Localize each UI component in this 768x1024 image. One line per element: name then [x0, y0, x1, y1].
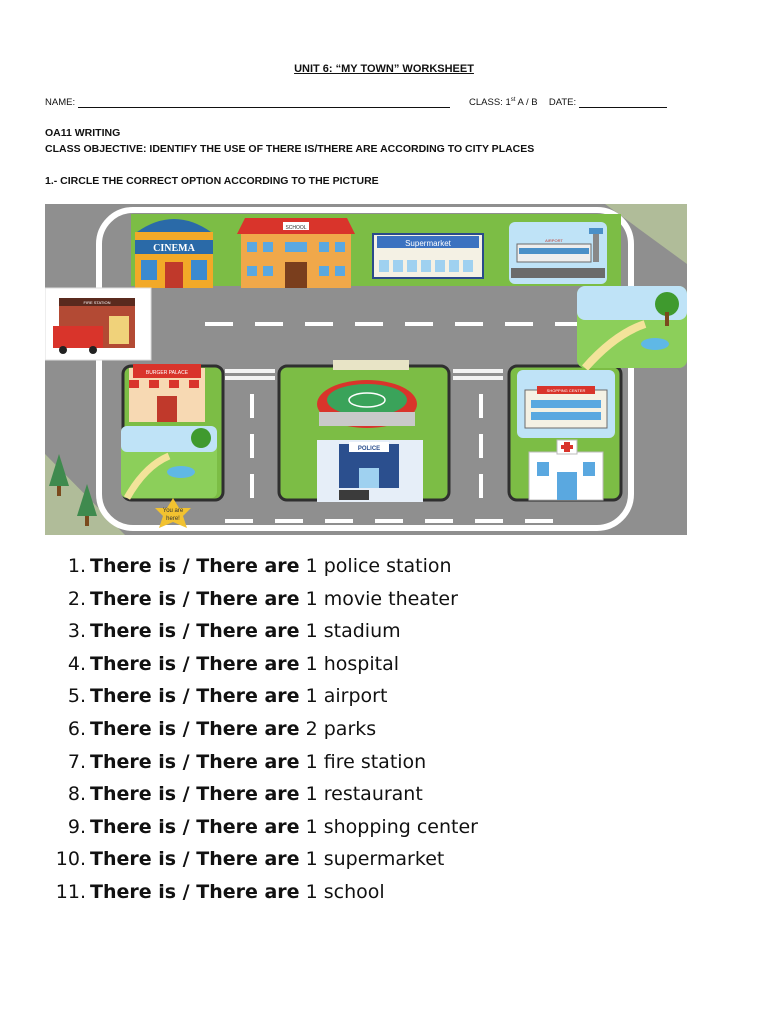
- name-blank[interactable]: [78, 97, 450, 108]
- question-place: 1 fire station: [305, 750, 427, 773]
- answer-options[interactable]: There is / There are: [90, 815, 300, 838]
- fire-station-building: [45, 288, 151, 360]
- answer-options[interactable]: There is / There are: [90, 620, 300, 643]
- you-are-here-text-1: You are: [162, 508, 184, 514]
- question-number: 1.: [67, 555, 86, 577]
- question-number: 5.: [67, 685, 86, 708]
- answer-options[interactable]: There is / There are: [90, 652, 300, 675]
- question-number: 2.: [67, 587, 86, 610]
- shopping-center-sign: SHOPPING CENTER: [546, 388, 586, 393]
- class-label: CLASS: 1: [469, 97, 511, 109]
- question-place: 2 parks: [305, 717, 377, 740]
- class-groups: A / B: [517, 97, 538, 109]
- date-label: DATE:: [548, 97, 577, 109]
- answer-options[interactable]: There is / There are: [90, 717, 300, 740]
- park-left: [121, 426, 217, 498]
- park-right: [577, 286, 687, 368]
- question-place: 1 restaurant: [305, 783, 423, 806]
- cinema-building: [135, 219, 213, 288]
- class-superscript: st: [510, 97, 516, 103]
- airport-building: [509, 222, 607, 284]
- answer-options[interactable]: There is / There are: [90, 880, 300, 903]
- worksheet-title: UNIT 6: “MY TOWN” WORKSHEET: [294, 63, 474, 75]
- question-place: 1 shopping center: [305, 815, 478, 838]
- cinema-sign: CINEMA: [153, 243, 195, 254]
- question-place: 1 supermarket: [305, 848, 445, 871]
- airport-sign: AIRPORT: [545, 238, 563, 243]
- supermarket-building: [373, 234, 483, 278]
- question-number: 11.: [55, 880, 86, 903]
- fire-station-sign: FIRE STATION: [83, 300, 111, 305]
- question-number: 7.: [67, 750, 86, 773]
- answer-options[interactable]: There is / There are: [90, 555, 300, 577]
- supermarket-sign: Supermarket: [405, 239, 451, 248]
- name-class-date-line: [45, 97, 685, 108]
- name-label: NAME:: [45, 97, 76, 109]
- school-sign: SCHOOL: [285, 225, 307, 231]
- question-number: 10.: [55, 848, 86, 871]
- police-sign: POLICE: [357, 446, 381, 452]
- question-place: 1 school: [305, 880, 385, 903]
- question-place: 1 airport: [305, 685, 388, 708]
- town-map-illustration: [45, 204, 687, 535]
- question-place: 1 hospital: [305, 652, 400, 675]
- restaurant-building: [129, 364, 205, 422]
- question-number: 8.: [67, 783, 86, 806]
- answer-options[interactable]: There is / There are: [90, 783, 300, 806]
- police-station-building: [317, 440, 423, 502]
- question-number: 4.: [67, 652, 86, 675]
- answer-options[interactable]: There is / There are: [90, 587, 300, 610]
- class-objective: CLASS OBJECTIVE: IDENTIFY THE USE OF THERE IS/THERE ARE ACCORDING TO CITY PLACES: [45, 143, 535, 155]
- question-place: 1 movie theater: [305, 587, 458, 610]
- restaurant-sign: BURGER PALACE: [145, 370, 189, 376]
- date-blank[interactable]: [579, 97, 667, 108]
- shopping-center-building: [517, 370, 615, 438]
- instruction: 1.- CIRCLE THE CORRECT OPTION ACCORDING TO THE PICTURE: [45, 175, 379, 187]
- question-number: 9.: [67, 815, 86, 838]
- question-number: 3.: [67, 620, 86, 643]
- answer-options[interactable]: There is / There are: [90, 750, 300, 773]
- answer-options[interactable]: There is / There are: [90, 848, 300, 871]
- oa-heading: OA11 WRITING: [45, 127, 121, 139]
- question-place: 1 stadium: [305, 620, 401, 643]
- you-are-here-text-2: here!: [166, 516, 180, 522]
- answer-options[interactable]: There is / There are: [90, 685, 300, 708]
- school-building: [237, 218, 355, 288]
- question-place: 1 police station: [305, 555, 452, 577]
- question-number: 6.: [67, 717, 86, 740]
